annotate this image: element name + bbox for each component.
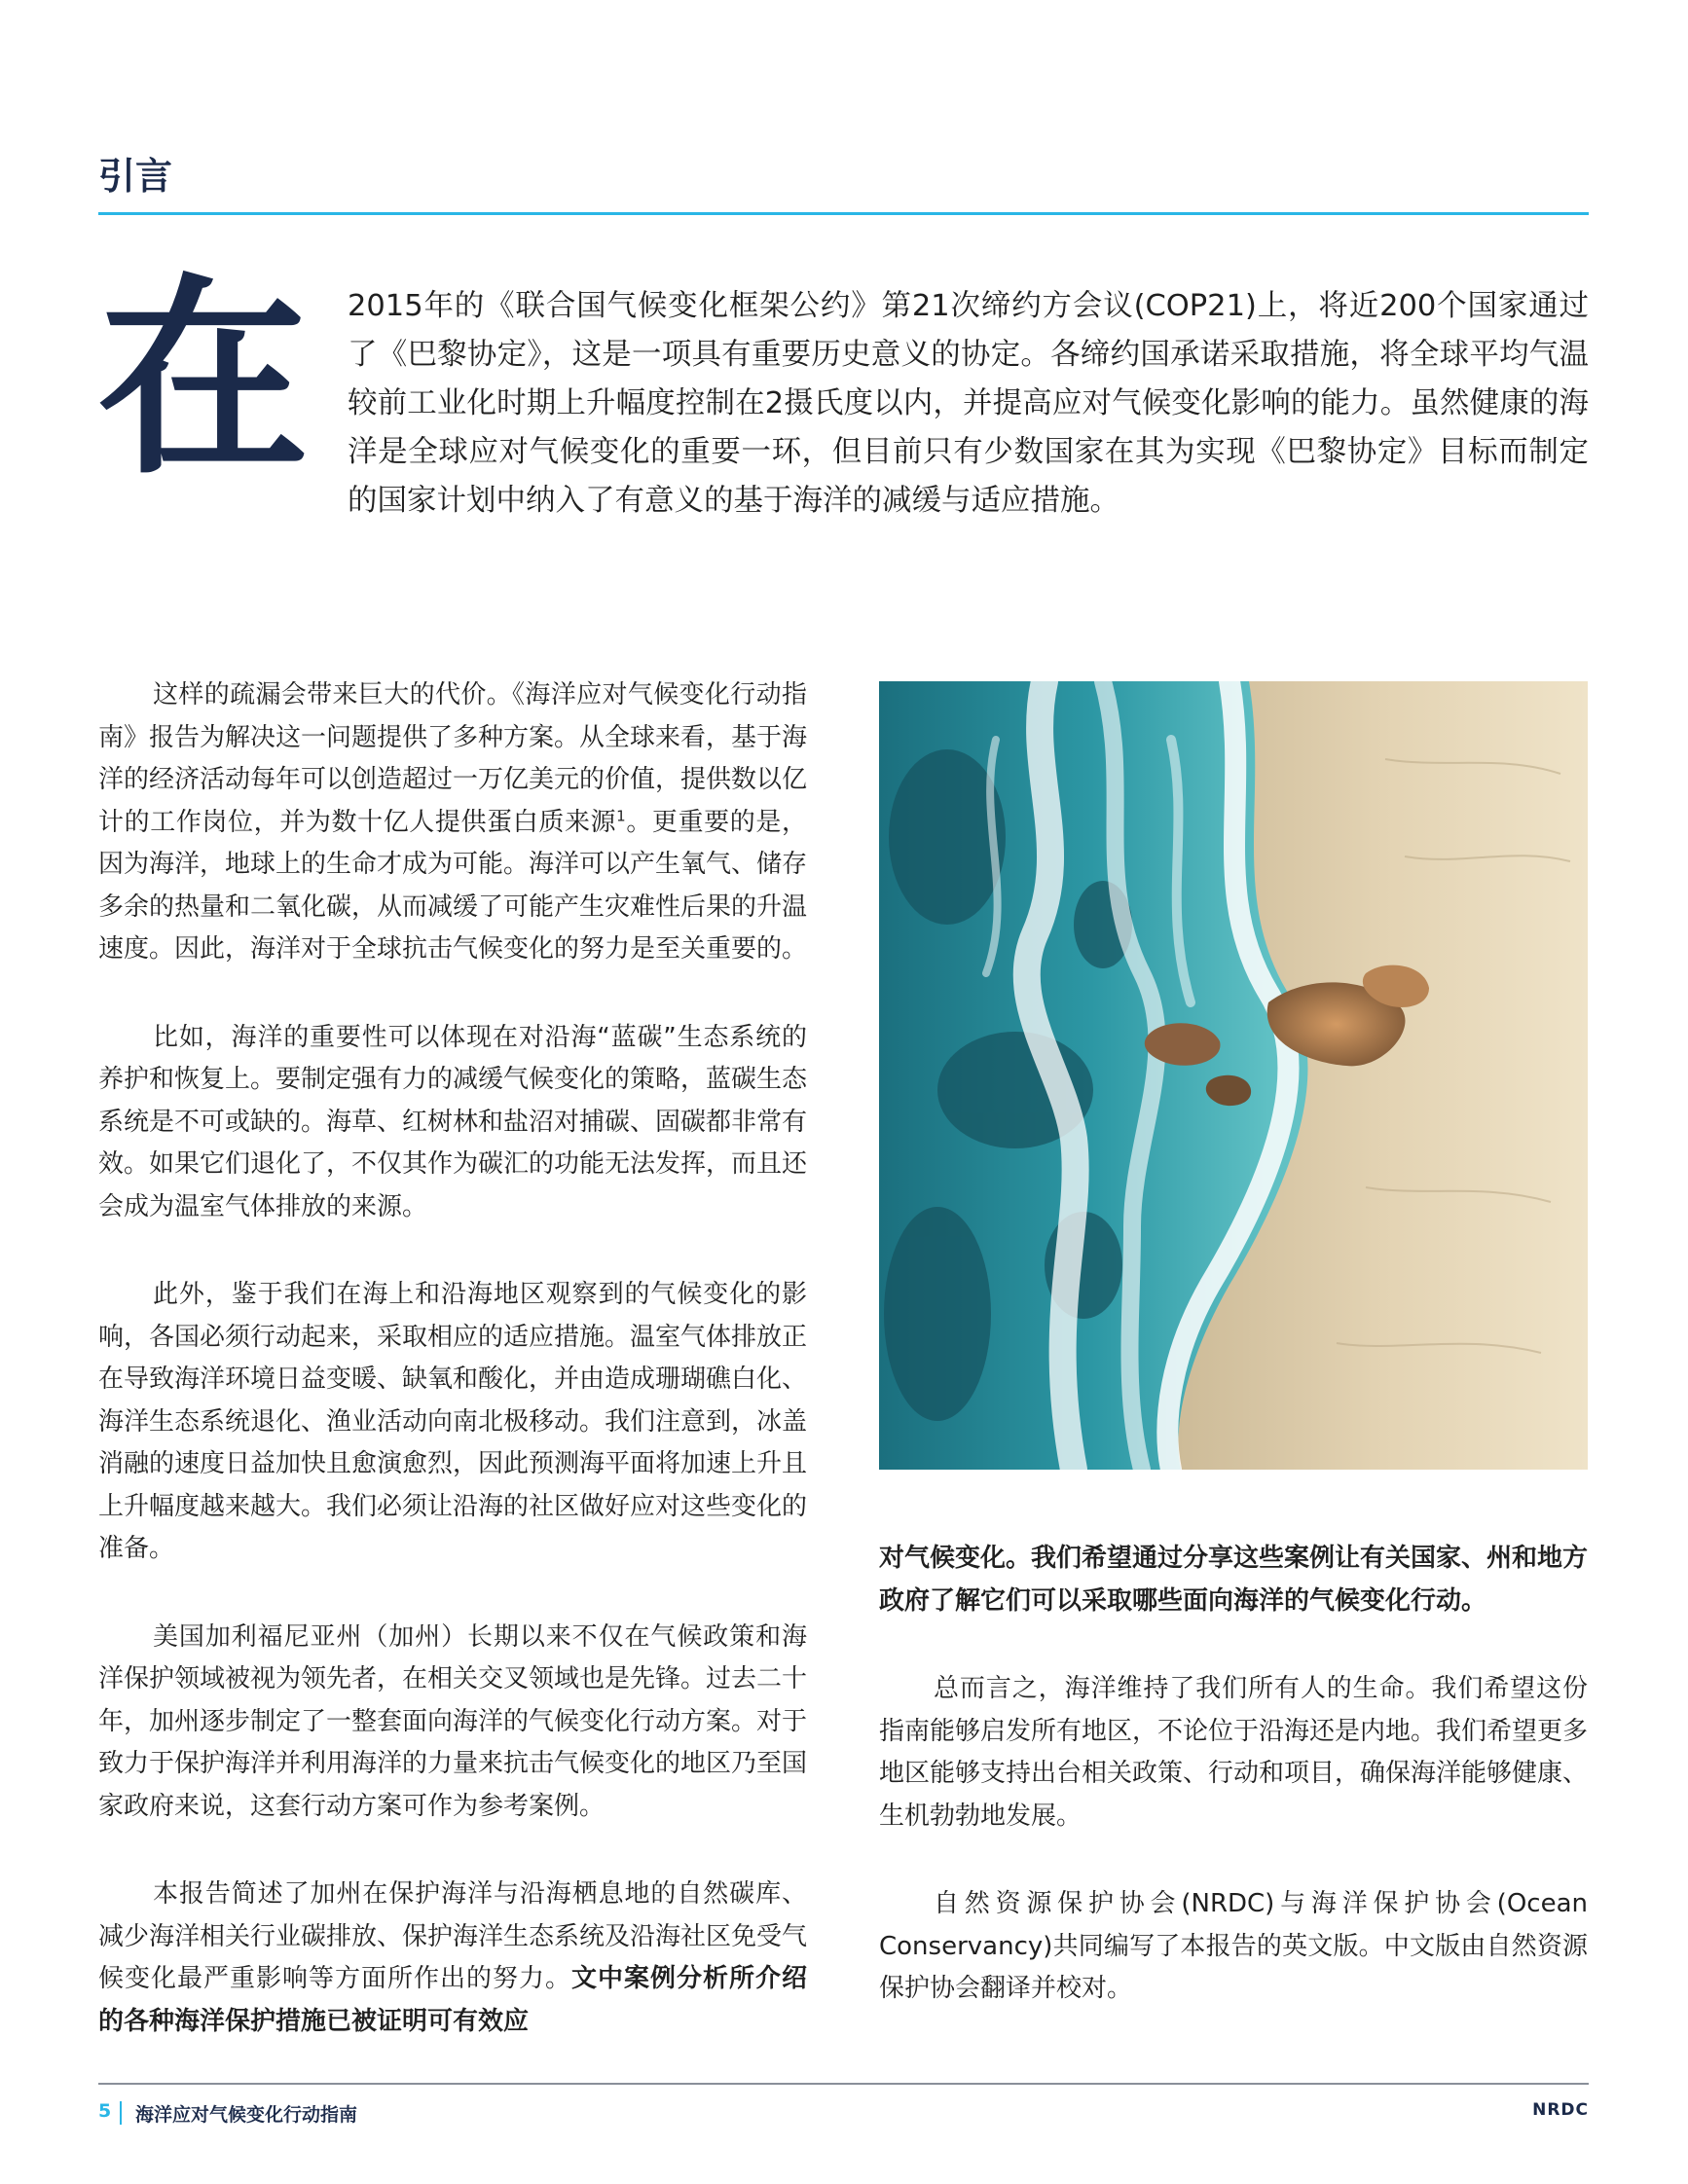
lead-paragraph: 2015年的《联合国气候变化框架公约》第21次缔约方会议(COP21)上，将近200个国家通过了《巴黎协定》，这是一项具有重要历史意义的协定。各缔约国承诺采取措施，将全球平均气温较前工业化时期上升幅度控制在2摄氏度以内，并提高应对气候变化影响的能力。虽然健康的海洋是全球应对气候变化的重要一环，但目前只有少数国家在其为实现《巴黎协定》目标而制定的国家计划中纳入了有意义的基于海洋的减缓与适应措施。 bbox=[348, 289, 1589, 518]
footer-report-title: 海洋应对气候变化行动指南 bbox=[135, 2104, 358, 2126]
body-paragraph-7: 总而言之，海洋维持了我们所有人的生命。我们希望这份指南能够启发所有地区，不论位于沿海还是内地。我们希望更多地区能够支持出台相关政策、行动和项目，确保海洋能够健康、生机勃勃地发展。 bbox=[879, 1674, 1589, 1831]
left-column bbox=[98, 674, 807, 2089]
paragraph-1-text-b: 。更重要的是，因为海洋，地球上的生命才成为可能。海洋可以产生氧气、储存多余的热量和二氧化碳，从而减缓了可能产生灾难性后果的升温速度。因此，海洋对于全球抗击气候变化的努力是至关重要的。 bbox=[98, 807, 808, 964]
title-divider bbox=[98, 212, 1589, 215]
body-paragraph-4: 美国加利福尼亚州（加州）长期以来不仅在气候政策和海洋保护领域被视为领先者，在相关交叉领域也是先锋。过去二十年，加州逐步制定了一整套面向海洋的气候变化行动方案。对于致力于保护海洋并利用海洋的力量来抗击气候变化的地区乃至国家政府来说，这套行动方案可作为参考案例。 bbox=[98, 1621, 808, 1821]
footnote-marker[interactable]: 1 bbox=[616, 806, 626, 824]
body-paragraph-2: 比如，海洋的重要性可以体现在对沿海“蓝碳”生态系统的养护和恢复上。要制定强有力的减缓气候变化的策略，蓝碳生态系统是不可或缺的。海草、红树林和盐沼对捕碳、固碳都非常有效。如果它们退化了，不仅其作为碳汇的功能无法发挥，而且还会成为温室气体排放的来源。 bbox=[98, 1022, 808, 1221]
body-paragraph-6: 对气候变化。我们希望通过分享这些案例让有关国家、州和地方政府了解它们可以采取哪些面向海洋的气候变化行动。 bbox=[879, 1544, 1589, 1616]
paragraph-1-text-a: 这样的疏漏会带来巨大的代价。《海洋应对气候变化行动指南》报告为解决这一问题提供了多种方案。从全球来看，基于海洋的经济活动每年可以创造超过一万亿美元的价值，提供数以亿计的工作岗位，并为数十亿人提供蛋白质来源 bbox=[98, 680, 808, 837]
footer-separator bbox=[120, 2101, 122, 2125]
page-number: 5 bbox=[98, 2100, 112, 2122]
body-paragraph-8: 自然资源保护协会(NRDC)与海洋保护协会(Ocean Conservancy)共同编写了本报告的英文版。中文版由自然资源保护协会翻译并校对。 bbox=[879, 1889, 1588, 2003]
drop-cap: 在 bbox=[97, 257, 310, 503]
page-footer bbox=[98, 2100, 1589, 2129]
body-paragraph-1 bbox=[98, 674, 807, 971]
body-paragraph-5 bbox=[98, 1874, 807, 2043]
coastline-aerial-photo bbox=[879, 681, 1588, 1470]
paragraph-5-text: 本报告简述了加州在保护海洋与沿海栖息地的自然碳库、减少海洋相关行业碳排放、保护海洋生态系统及沿海社区免受气候变化最严重影响等方面所作出的努力。 bbox=[98, 1879, 808, 1993]
right-column bbox=[879, 1538, 1588, 2057]
footer-divider bbox=[98, 2083, 1589, 2085]
paragraph-5-emphasis: 文中案例分析所介绍的各种海洋保护措施已被证明可有效应 bbox=[98, 1964, 807, 2036]
section-title: 引言 bbox=[98, 155, 173, 198]
footer-brand-logo: NRDC bbox=[1532, 2100, 1589, 2120]
body-paragraph-3: 此外，鉴于我们在海上和沿海地区观察到的气候变化的影响，各国必须行动起来，采取相应的适应措施。温室气体排放正在导致海洋环境日益变暖、缺氧和酸化，并由造成珊瑚礁白化、海洋生态系统退化、渔业活动向南北极移动。我们注意到，冰盖消融的速度日益加快且愈演愈烈，因此预测海平面将加速上升且上升幅度越来越大。我们必须让沿海的社区做好应对这些变化的准备。 bbox=[98, 1280, 808, 1563]
